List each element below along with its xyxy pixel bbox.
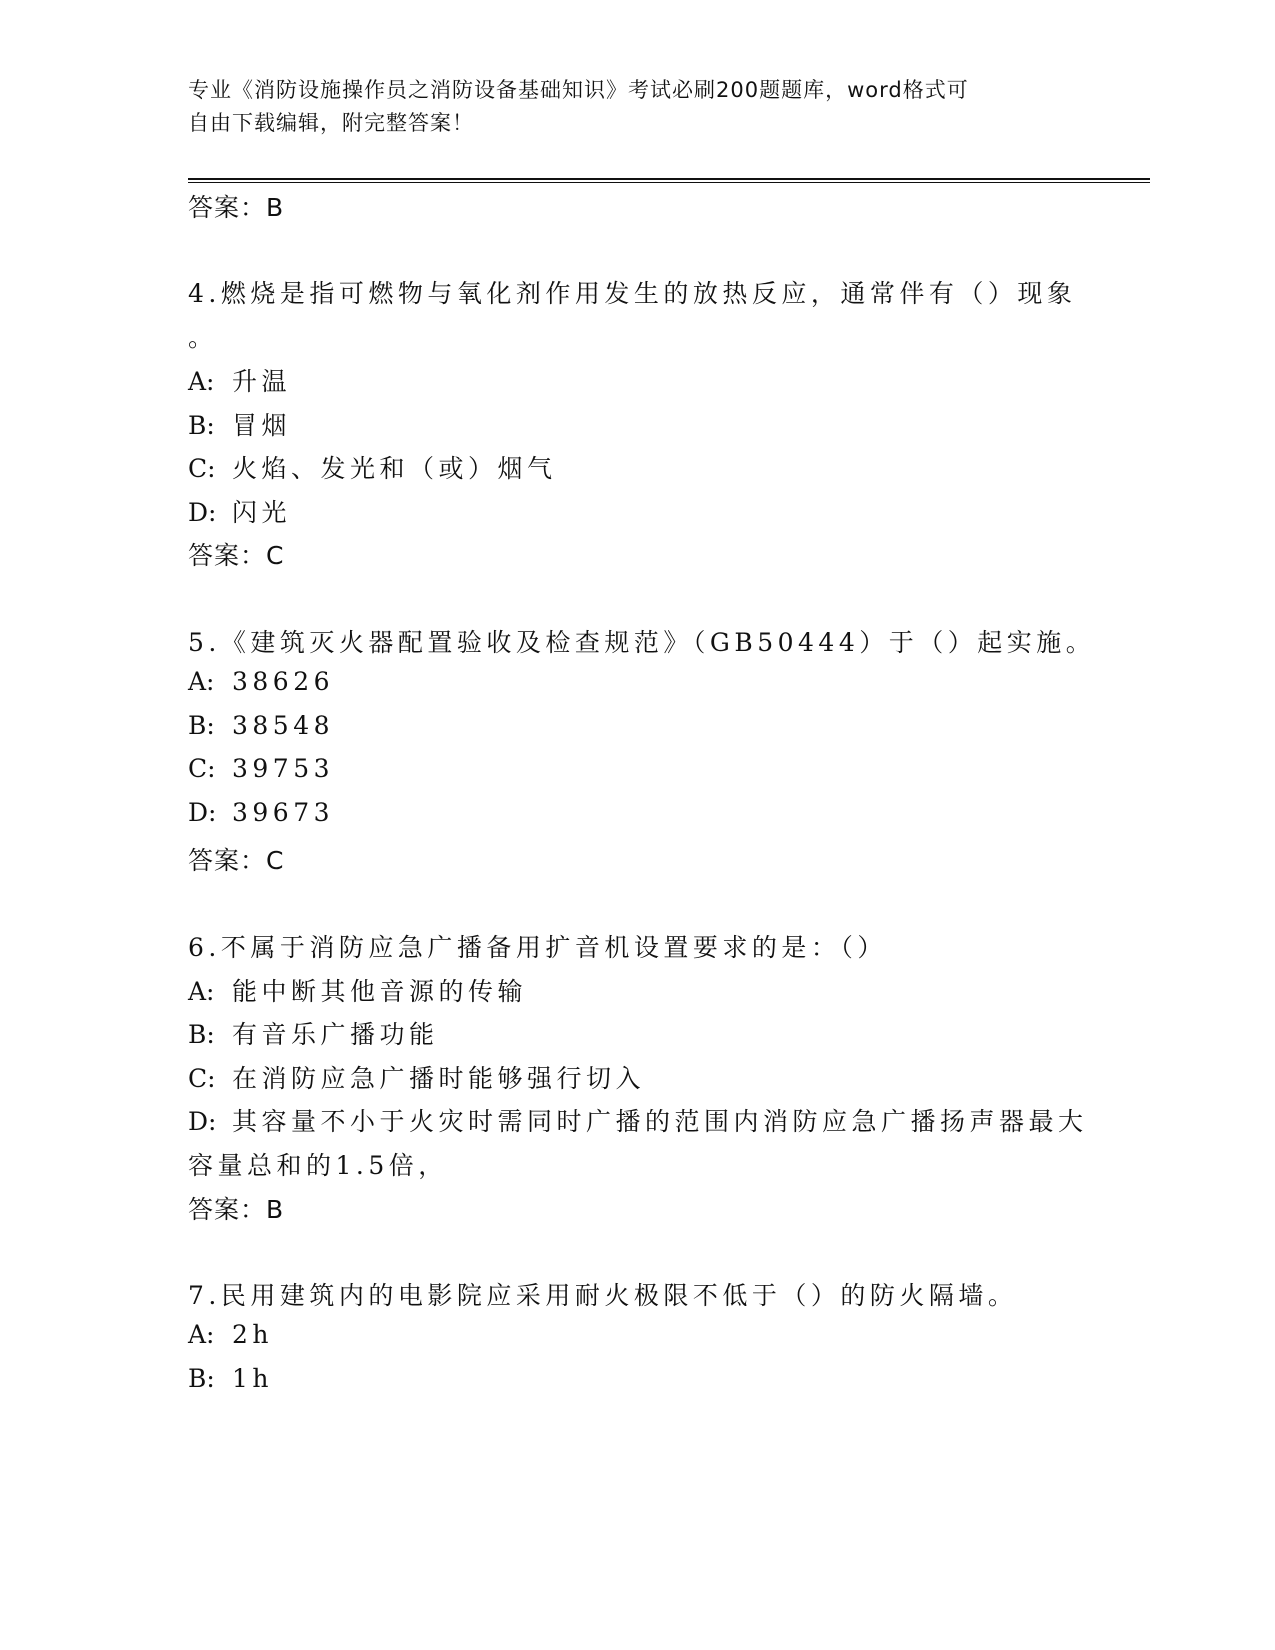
option-label: D: (188, 1107, 217, 1136)
option-label: D: (188, 798, 217, 827)
option-text: 38626 (232, 667, 335, 696)
header-line-1: 专业《消防设施操作员之消防设备基础知识》考试必刷200题题库，word格式可 (188, 78, 969, 102)
option-label: C: (188, 1064, 216, 1093)
option-text: 39753 (232, 754, 335, 783)
q6-option-c (188, 1059, 645, 1095)
option-text: 有音乐广播功能 (232, 1020, 439, 1049)
q5-answer: 答案：C (188, 846, 285, 875)
option-text: 火焰、发光和（或）烟气 (232, 454, 557, 483)
q4-option-c (188, 449, 557, 485)
option-text: 1h (232, 1364, 274, 1393)
q6-option-b (188, 1015, 439, 1051)
option-label: A: (188, 1320, 215, 1349)
option-text: 升温 (232, 367, 292, 396)
option-label: A: (188, 367, 215, 396)
q6-option-d (188, 1102, 1088, 1138)
q6-stem: 6.不属于消防应急广播备用扩音机设置要求的是：（） (188, 933, 887, 962)
option-label: A: (188, 667, 215, 696)
q5-option-b (188, 711, 334, 740)
q5-option-a (188, 667, 334, 696)
document-header (188, 74, 1088, 140)
header-rule-thin (188, 182, 1150, 183)
q5-option-d (188, 798, 334, 827)
option-label: D: (188, 498, 217, 527)
answer-prev: 答案：B (188, 193, 285, 222)
q4-option-a (188, 362, 291, 398)
option-text: 在消防应急广播时能够强行切入 (232, 1064, 646, 1093)
q7-option-a (188, 1320, 273, 1349)
option-text: 38548 (232, 711, 335, 740)
option-label: B: (188, 711, 215, 740)
option-text: 能中断其他音源的传输 (232, 977, 528, 1006)
q6-option-a (188, 972, 527, 1008)
option-label: B: (188, 1020, 215, 1049)
option-label: C: (188, 754, 216, 783)
option-text: 2h (232, 1320, 274, 1349)
q4-stem: 4.燃烧是指可燃物与氧化剂作用发生的放热反应，通常伴有（）现象 (188, 279, 1077, 308)
option-label: A: (188, 977, 215, 1006)
q5-stem: 5.《建筑灭火器配置验收及检查规范》（GB50444）于（）起实施。 (188, 628, 1096, 657)
option-text: 其容量不小于火灾时需同时广播的范围内消防应急广播扬声器最大 (232, 1107, 1088, 1136)
option-label: C: (188, 454, 216, 483)
option-text: 39673 (232, 798, 335, 827)
option-text: 闪光 (232, 498, 292, 527)
option-text: 冒烟 (232, 411, 292, 440)
header-line-2: 自由下载编辑，附完整答案！ (188, 111, 474, 135)
q4-answer: 答案：C (188, 541, 285, 570)
q5-option-c (188, 754, 334, 783)
q7-stem: 7.民用建筑内的电影院应采用耐火极限不低于（）的防火隔墙。 (188, 1281, 1018, 1310)
q7-option-b (188, 1364, 273, 1393)
option-label: B: (188, 411, 215, 440)
option-label: B: (188, 1364, 215, 1393)
q4-option-b (188, 406, 291, 442)
q6-option-d-cont: 容量总和的1.5倍， (188, 1151, 448, 1180)
header-rule-thick (188, 178, 1150, 180)
q4-option-d (188, 493, 291, 529)
q4-stem-cont: 。 (188, 323, 218, 352)
q6-answer: 答案：B (188, 1195, 285, 1224)
